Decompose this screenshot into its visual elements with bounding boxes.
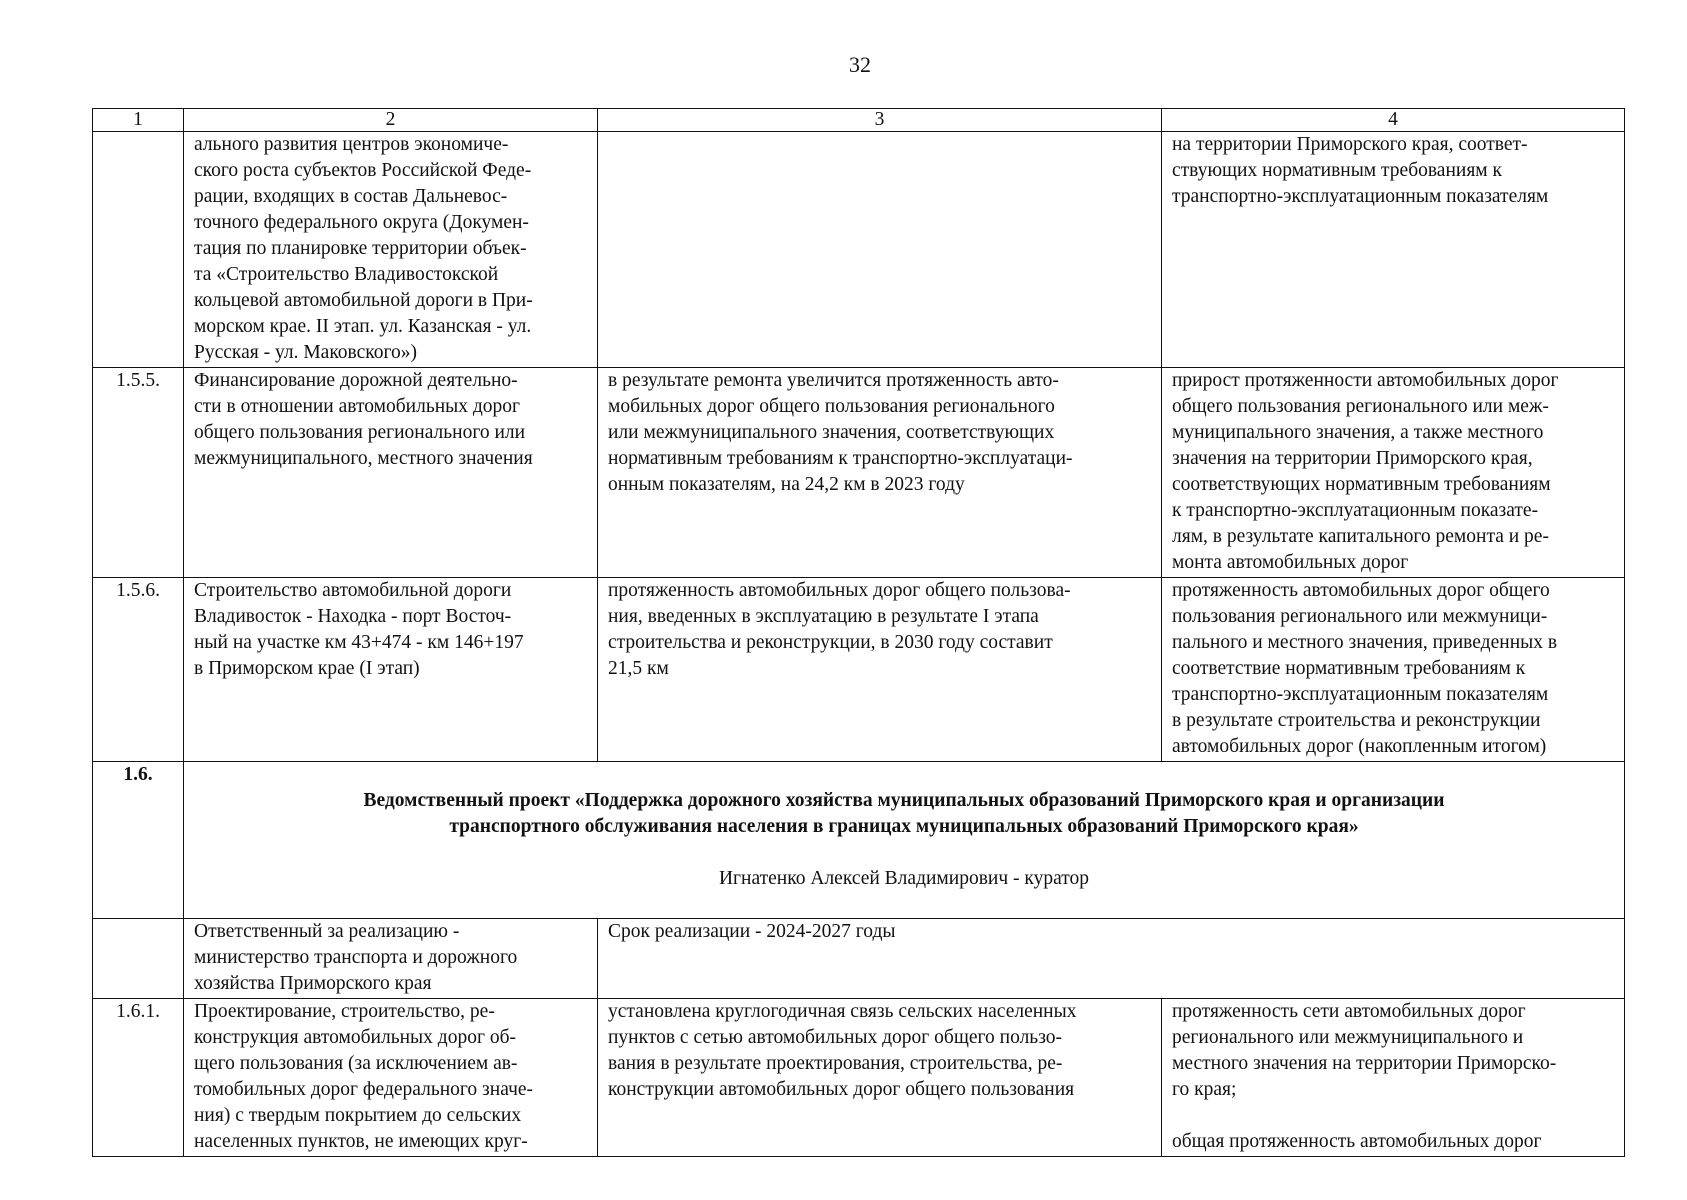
- table-row-project-info: [93, 919, 1625, 999]
- project-curator: Игнатенко Алексей Владимирович - куратор: [718, 868, 1090, 889]
- expected-result-cell: в результате ремонта увеличится протяженность авто- мобильных дорог общего пользования регионального или межмуниципального значения, соответствующих нормативным требованиям к транспортно-эксплуатаци- онным показателям, на 24,2 км в 2023 году: [598, 368, 1162, 578]
- row-number: [93, 132, 184, 368]
- row-number: 1.6.1.: [93, 999, 184, 1157]
- indicator-cell: прирост протяженности автомобильных дорог общего пользования регионального или меж- муниципального значения, а также местного значения на территории Приморского края, соответствующих нормативным требованиям к транспортно-эксплуатационным показате- лям, в результате капитального ремонта и ре- монта автомобильных дорог: [1162, 368, 1625, 578]
- indicator-cell: протяженность автомобильных дорог общего пользования регионального или межмуници- пального и местного значения, приведенных в соответствие нормативным требованиям к транспортно-эксплуатационным показателям в результате строительства и реконструкции автомобильных дорог (накопленным итогом): [1162, 578, 1625, 762]
- indicator-cell: протяженность сети автомобильных дорог регионального или межмуниципального и местного значения на территории Приморско- го края; общая протяженность автомобильных дорог: [1162, 999, 1625, 1157]
- expected-result-cell: установлена круглогодичная связь сельских населенных пунктов с сетью автомобильных дорог общего пользо- вания в результате проектирования, строительства, ре- конструкции автомобильных дорог общего пользования: [598, 999, 1162, 1157]
- table-row-1-5-5: [93, 368, 1625, 578]
- column-header-2: 2: [184, 109, 598, 132]
- term-cell: Срок реализации - 2024-2027 годы: [598, 919, 1625, 999]
- measures-table: [92, 108, 1625, 1157]
- responsible-cell: Ответственный за реализацию - министерство транспорта и дорожного хозяйства Приморского края: [184, 919, 598, 999]
- row-number: 1.5.5.: [93, 368, 184, 578]
- expected-result-cell: протяженность автомобильных дорог общего пользова- ния, введенных в эксплуатацию в результате I этапа строительства и реконструкции, в 2030 году составит 21,5 км: [598, 578, 1162, 762]
- row-number: 1.6.: [93, 762, 184, 919]
- column-header-1: 1: [93, 109, 184, 132]
- project-cell: [184, 762, 1625, 919]
- row-number-empty: [93, 919, 184, 999]
- table-row-1-6-1: [93, 999, 1625, 1157]
- page-number: 32: [849, 52, 871, 77]
- table-row-1-6-project: [93, 762, 1625, 919]
- measure-name-cell: Финансирование дорожной деятельно- сти в отношении автомобильных дорог общего пользования регионального или межмуниципального, местного значения: [184, 368, 598, 578]
- table-header-row: [93, 109, 1625, 132]
- table-row-1-5-6: [93, 578, 1625, 762]
- measure-name-cell: Строительство автомобильной дороги Владивосток - Находка - порт Восточ- ный на участке км 43+474 - км 146+197 в Приморском крае (I этап): [184, 578, 598, 762]
- column-header-3: 3: [598, 109, 1162, 132]
- measure-name-cell: Проектирование, строительство, ре- конструкция автомобильных дорог об- щего пользования (за исключением ав- томобильных дорог федерального значе- ния) с твердым покрытием до сельских населенных пунктов, не имеющих круг-: [184, 999, 598, 1157]
- measure-name-cell: ального развития центров экономиче- ского роста субъектов Российской Феде- рации, входящих в состав Дальневос- точного федерального округа (Докумен- тация по планировке территории объек- та «Строительство Владивостокской кольцевой автомобильной дороги в При- морском крае. II этап. ул. Казанская - ул. Русская - ул. Маковского»): [184, 132, 598, 368]
- row-number: 1.5.6.: [93, 578, 184, 762]
- project-title: Ведомственный проект «Поддержка дорожного хозяйства муниципальных образований Приморского края и организации транспортного обслуживания населения в границах муниципальных образований Приморского края»: [363, 790, 1445, 837]
- expected-result-cell: [598, 132, 1162, 368]
- table-row-continued: [93, 132, 1625, 368]
- column-header-4: 4: [1162, 109, 1625, 132]
- indicator-cell: на территории Приморского края, соответ- ствующих нормативным требованиям к транспортно-эксплуатационным показателям: [1162, 132, 1625, 368]
